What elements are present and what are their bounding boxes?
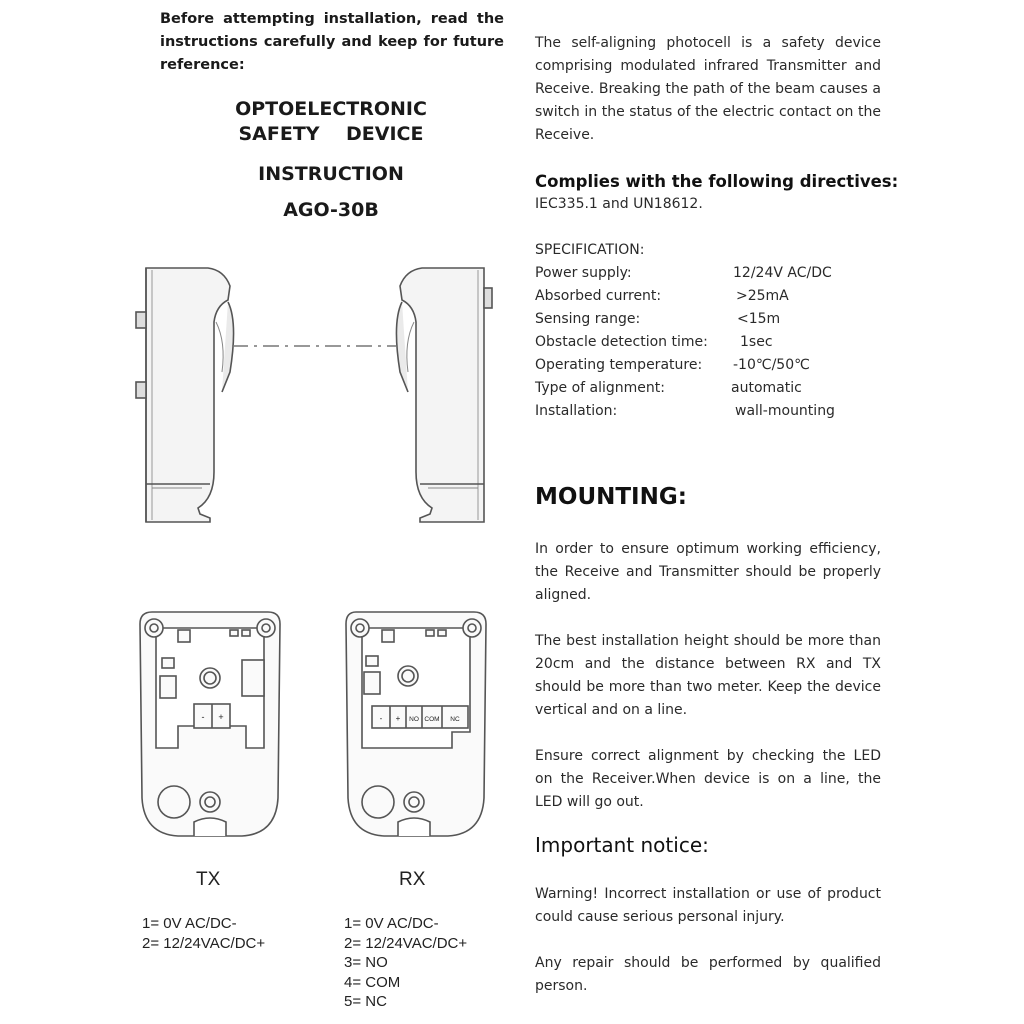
rx-pin-3: 3= NO	[344, 954, 388, 971]
mounting-paragraph-3: Ensure correct alignment by checking the LED on the Receiver.When device is on a line, the LED will go out.	[535, 748, 881, 810]
rx-label: RX	[399, 869, 426, 890]
rx-terminal-label-1: -	[379, 714, 383, 723]
tx-terminal-label-1: -	[201, 712, 205, 722]
spec-value: <15m	[737, 311, 781, 327]
title-line-1: OPTOELECTRONIC	[235, 98, 427, 120]
spec-label: Operating temperature:	[535, 357, 703, 373]
notice-heading: Important notice:	[535, 833, 709, 857]
spec-heading: SPECIFICATION:	[535, 242, 645, 258]
mounting-paragraph-2: The best installation height should be more than 20cm and the distance between RX and TX should be more than two meter. Keep the device vertical and on a line.	[535, 633, 881, 718]
spec-value: wall-mounting	[735, 403, 835, 419]
mounting-heading: MOUNTING:	[535, 484, 687, 510]
spec-label: Power supply:	[535, 265, 632, 281]
spec-value: automatic	[731, 380, 802, 396]
spec-label: Obstacle detection time:	[535, 334, 708, 350]
tx-pin-1: 1= 0V AC/DC-	[142, 915, 237, 932]
spec-label: Absorbed current:	[535, 288, 662, 304]
mounting-paragraph-1: In order to ensure optimum working efficiency, the Receive and Transmitter should be properly aligned.	[535, 541, 881, 603]
description-paragraph: The self-aligning photocell is a safety device comprising modulated infrared Transmitter and Receive. Breaking the path of the beam causes a switch in the status of the electric contact on the Receive.	[535, 35, 881, 143]
rx-terminal-label-2: +	[395, 714, 401, 723]
rx-board-diagram	[342, 608, 490, 840]
transmitter-side-view	[136, 268, 234, 522]
spec-label: Installation:	[535, 403, 618, 419]
rx-terminal-label-4: COM	[424, 716, 440, 723]
notice-paragraph-1: Warning! Incorrect installation or use of product could cause serious personal injury.	[535, 886, 881, 925]
rx-pin-4: 4= COM	[344, 973, 401, 991]
tx-board-diagram	[138, 608, 282, 840]
tx-label: TX	[196, 869, 221, 890]
rx-pin-1: 1= 0V AC/DC-	[344, 915, 439, 932]
tx-pin-list	[142, 914, 265, 953]
spec-value: -10℃/50℃	[733, 357, 810, 373]
receiver-side-view	[396, 268, 492, 522]
spec-label: Sensing range:	[535, 311, 641, 327]
notice-paragraph-2: Any repair should be performed by qualified person.	[535, 955, 881, 994]
directives-text: IEC335.1 and UN18612.	[535, 196, 703, 212]
tx-pin-2: 2= 12/24VAC/DC+	[142, 934, 266, 952]
title-block	[150, 97, 512, 147]
intro-text: Before attempting installation, read the instructions carefully and keep for future reference:	[160, 11, 504, 73]
photocell-side-view-illustration	[130, 262, 500, 530]
title-line-2: SAFETY DEVICE	[238, 123, 424, 145]
spec-label: Type of alignment:	[535, 380, 665, 396]
rx-pin-5: 5= NC	[344, 993, 387, 1010]
title-line-3: INSTRUCTION	[258, 163, 404, 185]
model-number: AGO-30B	[283, 199, 379, 221]
rx-terminal-label-5: NC	[450, 716, 460, 723]
directives-heading: Complies with the following directives:	[535, 172, 899, 191]
rx-terminal-label-3: NO	[409, 716, 419, 723]
rx-pin-list	[344, 914, 467, 1012]
spec-value: >25mA	[736, 288, 789, 304]
rx-pin-2: 2= 12/24VAC/DC+	[344, 934, 468, 952]
tx-terminal-label-2: +	[218, 712, 224, 722]
spec-value: 12/24V AC/DC	[733, 265, 832, 281]
spec-value: 1sec	[740, 334, 773, 350]
